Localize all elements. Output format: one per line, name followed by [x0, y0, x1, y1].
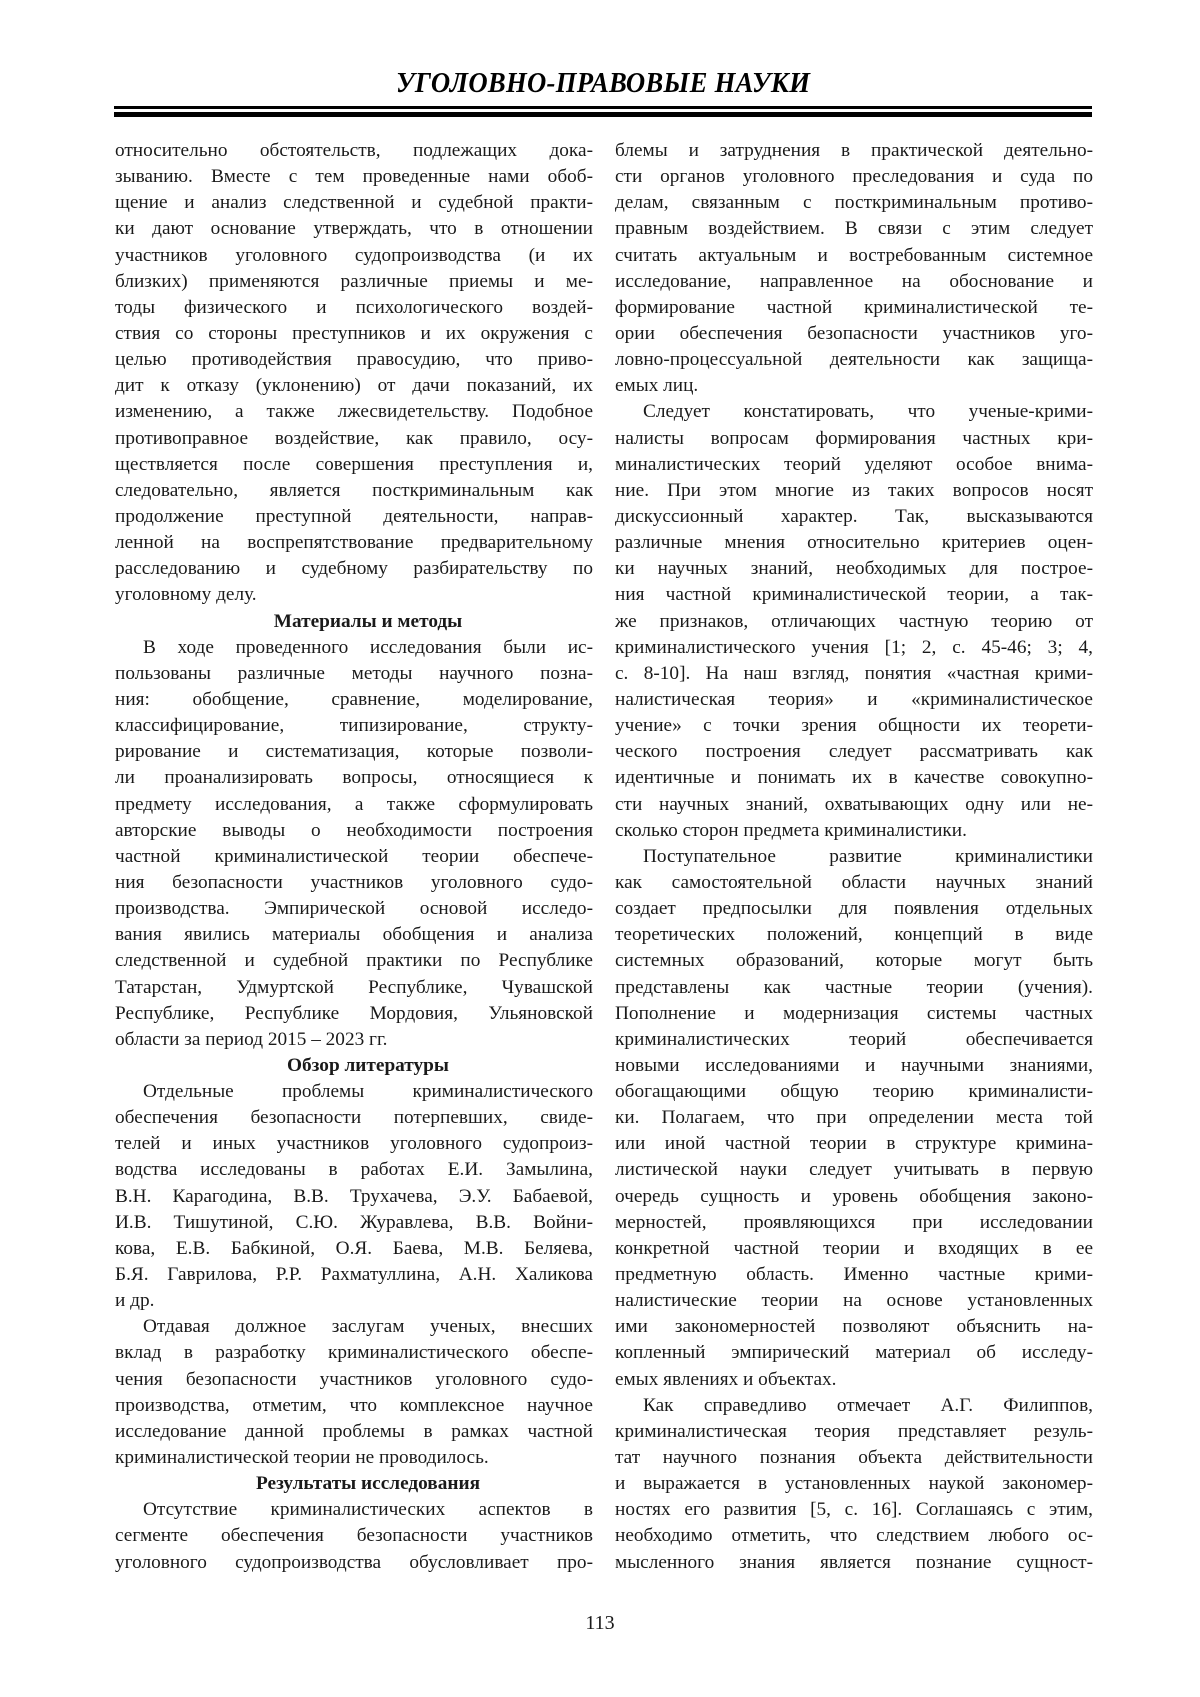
text-line: криминалистическая теория представляет резуль-	[615, 1420, 1093, 1442]
right-text-column	[615, 138, 1093, 1576]
text-line: ния частной криминалистической теории, а так-	[615, 584, 1093, 606]
text-line: водства исследованы в работах Е.И. Замылина,	[115, 1159, 593, 1181]
text-line: с. 8-10]. На наш взгляд, понятия «частная крими-	[615, 662, 1093, 684]
text-line: налисты вопросам формирования частных кри-	[615, 427, 1093, 449]
paragraph-first-line: Отсутствие криминалистических аспектов в	[143, 1499, 593, 1521]
text-line: ние. При этом многие из таких вопросов носят	[615, 479, 1093, 501]
text-line: считать актуальным и востребованным системное	[615, 244, 1093, 266]
text-line: расследованию и судебному разбирательству по	[115, 558, 593, 580]
text-line: производства. Эмпирической основой исследо-	[115, 898, 593, 920]
left-text-column	[115, 138, 593, 1576]
section-heading: Обзор литературы	[287, 1054, 449, 1076]
text-line: исследование данной проблемы в рамках частной	[115, 1420, 593, 1442]
text-line: авторские выводы о необходимости построения	[115, 819, 593, 841]
text-line: тоды физического и психологического воздей-	[115, 296, 593, 318]
text-line: следовательно, является посткриминальным как	[115, 479, 593, 501]
text-line: следственной и судебной практики по Республике	[115, 950, 593, 972]
text-line: частной криминалистической теории обеспече-	[115, 845, 593, 867]
text-line: рирование и систематизация, которые позволи-	[115, 741, 593, 763]
text-line: дискуссионный характер. Так, высказываются	[615, 505, 1093, 527]
text-line: участников уголовного судопроизводства (и их	[115, 244, 593, 266]
text-line: же признаков, отличающих частную теорию от	[615, 610, 1093, 632]
text-line: миналистических теорий уделяют особое внима-	[615, 453, 1093, 475]
text-line: формирование частной криминалистической те-	[615, 296, 1093, 318]
text-line: ностях его развития [5, с. 16]. Соглашаясь с этим,	[615, 1499, 1093, 1521]
text-line: Б.Я. Гаврилова, Р.Р. Рахматуллина, А.Н. Халикова	[115, 1264, 593, 1286]
paragraph-first-line: В ходе проведенного исследования были ис-	[143, 636, 593, 658]
text-line: ществляется после совершения преступления и,	[115, 453, 593, 475]
text-line: ния: обобщение, сравнение, моделирование,	[115, 688, 593, 710]
text-line: мысленного знания является познание сущност-	[615, 1551, 1093, 1573]
paragraph-first-line: Отдельные проблемы криминалистического	[143, 1081, 593, 1103]
text-line: области за период 2015 – 2023 гг.	[115, 1028, 388, 1050]
text-line: идентичные и понимать их в качестве совокупно-	[615, 767, 1093, 789]
text-line: необходимо отметить, что следствием любого ос-	[615, 1525, 1093, 1547]
text-line: листической науки следует учитывать в первую	[615, 1159, 1093, 1181]
text-line: создает предпосылки для появления отдельных	[615, 898, 1093, 920]
text-line: чения безопасности участников уголовного судо-	[115, 1368, 593, 1390]
text-line: сколько сторон предмета криминалистики.	[615, 819, 967, 841]
paragraph-first-line: Как справедливо отмечает А.Г. Филиппов,	[643, 1394, 1093, 1416]
text-line: ки дают основание утверждать, что в отношении	[115, 218, 593, 240]
text-line: пользованы различные методы научного позна-	[115, 662, 593, 684]
text-line: ими закономерностей позволяют объяснить на-	[615, 1316, 1093, 1338]
text-line: противоправное воздействие, как правило, осу-	[115, 427, 593, 449]
text-line: сегменте обеспечения безопасности участников	[115, 1525, 593, 1547]
section-title: УГОЛОВНО-ПРАВОВЫЕ НАУКИ	[395, 67, 811, 99]
text-line: изменению, а также лжесвидетельству. Подобное	[115, 401, 593, 423]
text-line: Республике, Республике Мордовия, Ульяновской	[115, 1002, 593, 1024]
text-line: или иной частной теории в структуре кримина-	[615, 1133, 1093, 1155]
text-line: предметную область. Именно частные крими-	[615, 1264, 1093, 1286]
text-line: налистические теории на основе установленных	[615, 1290, 1093, 1312]
text-line: ки научных знаний, необходимых для построе-	[615, 558, 1093, 580]
text-line: представлены как частные теории (учения).	[615, 976, 1093, 998]
text-line: копленный эмпирический материал об исследу-	[615, 1342, 1093, 1364]
text-line: целью противодействия правосудию, что приво-	[115, 349, 593, 371]
text-line: сти органов уголовного преследования и суда по	[615, 166, 1093, 188]
text-line: различные мнения относительно критериев оцен-	[615, 532, 1093, 554]
text-line: блемы и затруднения в практической деятельно-	[615, 140, 1093, 161]
text-line: щение и анализ следственной и судебной практи-	[115, 192, 593, 214]
page-number: 113	[585, 1612, 615, 1634]
text-line: правным воздействием. В связи с этим следует	[615, 218, 1093, 240]
header-rule-thin	[114, 106, 1092, 109]
text-line: относительно обстоятельств, подлежащих дока-	[115, 140, 593, 161]
text-line: ческого построения следует рассматривать как	[615, 741, 1093, 763]
header-rule-thick	[114, 112, 1092, 117]
paragraph-first-line: Поступательное развитие криминалистики	[643, 845, 1093, 867]
text-line: производства, отметим, что комплексное научное	[115, 1394, 593, 1416]
text-line: системных образований, которые могут быть	[615, 950, 1093, 972]
text-line: Татарстан, Удмуртской Республике, Чувашской	[115, 976, 593, 998]
running-header	[114, 66, 1092, 100]
text-line: кова, Е.В. Бабкиной, О.Я. Баева, М.В. Беляева,	[115, 1237, 593, 1259]
text-line: классифицирование, типизирование, структу-	[115, 715, 593, 737]
text-line: предмету исследования, а также сформулировать	[115, 793, 593, 815]
text-line: новыми исследованиями и научными знаниями,	[615, 1054, 1093, 1076]
text-line: дит к отказу (уклонению) от дачи показаний, их	[115, 375, 593, 397]
text-line: ствия со стороны преступников и их окружения с	[115, 322, 593, 344]
text-line: исследование, направленное на обоснование и	[615, 270, 1093, 292]
text-line: сти научных знаний, охватывающих одну или не-	[615, 793, 1093, 815]
text-line: емых лиц.	[615, 375, 699, 397]
text-line: ловно-процессуальной деятельности как защища-	[615, 349, 1093, 371]
text-line: ленной на воспрепятствование предварительному	[115, 532, 593, 554]
text-line: криминалистического учения [1; 2, с. 45-46; 3; 4,	[615, 636, 1093, 658]
text-line: очередь сущность и уровень обобщения законо-	[615, 1185, 1093, 1207]
text-line: теоретических положений, концепций в виде	[615, 924, 1093, 946]
text-line: ории обеспечения безопасности участников уго-	[615, 322, 1093, 344]
text-line: мерностей, проявляющихся при исследовании	[615, 1211, 1093, 1233]
text-line: уголовному делу.	[115, 584, 257, 606]
section-heading: Результаты исследования	[255, 1473, 481, 1495]
text-line: В.Н. Карагодина, В.В. Трухачева, Э.У. Бабаевой,	[115, 1185, 593, 1207]
paragraph-first-line: Следует констатировать, что ученые-крими-	[643, 401, 1093, 423]
text-line: продолжение преступной деятельности, направ-	[115, 505, 593, 527]
text-line: близких) применяются различные приемы и ме-	[115, 270, 593, 292]
text-line: ки. Полагаем, что при определении места той	[615, 1107, 1093, 1129]
text-line: криминалистической теории не проводилось.	[115, 1447, 489, 1469]
text-line: ния безопасности участников уголовного судо-	[115, 871, 593, 893]
text-line: Пополнение и модернизация системы частных	[615, 1002, 1093, 1024]
text-line: уголовного судопроизводства обусловливает про-	[115, 1551, 593, 1573]
text-line: зыванию. Вместе с тем проведенные нами обоб-	[115, 166, 593, 188]
text-line: и выражается в установленных наукой закономер-	[615, 1473, 1093, 1495]
text-line: и др.	[115, 1290, 155, 1312]
text-line: учение» с точки зрения общности их теорети-	[615, 715, 1093, 737]
text-line: тат научного познания объекта действительности	[615, 1447, 1093, 1469]
section-heading: Материалы и методы	[273, 610, 463, 632]
text-line: ли проанализировать вопросы, относящиеся к	[115, 767, 593, 789]
text-line: обогащающими общую теорию криминалисти-	[615, 1081, 1093, 1103]
text-line: телей и иных участников уголовного судопроиз-	[115, 1133, 593, 1155]
text-line: конкретной частной теории и входящих в ее	[615, 1237, 1093, 1259]
paragraph-first-line: Отдавая должное заслугам ученых, внесших	[143, 1316, 593, 1338]
text-line: налистическая теория» и «криминалистическое	[615, 688, 1093, 710]
text-line: как самостоятельной области научных знаний	[615, 871, 1093, 893]
text-line: делам, связанным с посткриминальным противо-	[615, 192, 1093, 214]
text-line: обеспечения безопасности потерпевших, свиде-	[115, 1107, 593, 1129]
text-line: криминалистических теорий обеспечивается	[615, 1028, 1093, 1050]
text-line: емых явлениях и объектах.	[615, 1368, 837, 1390]
text-line: вания явились материалы обобщения и анализа	[115, 924, 593, 946]
text-line: И.В. Тишутиной, С.Ю. Журавлева, В.В. Войни-	[115, 1211, 593, 1233]
text-line: вклад в разработку криминалистического обеспе-	[115, 1342, 593, 1364]
